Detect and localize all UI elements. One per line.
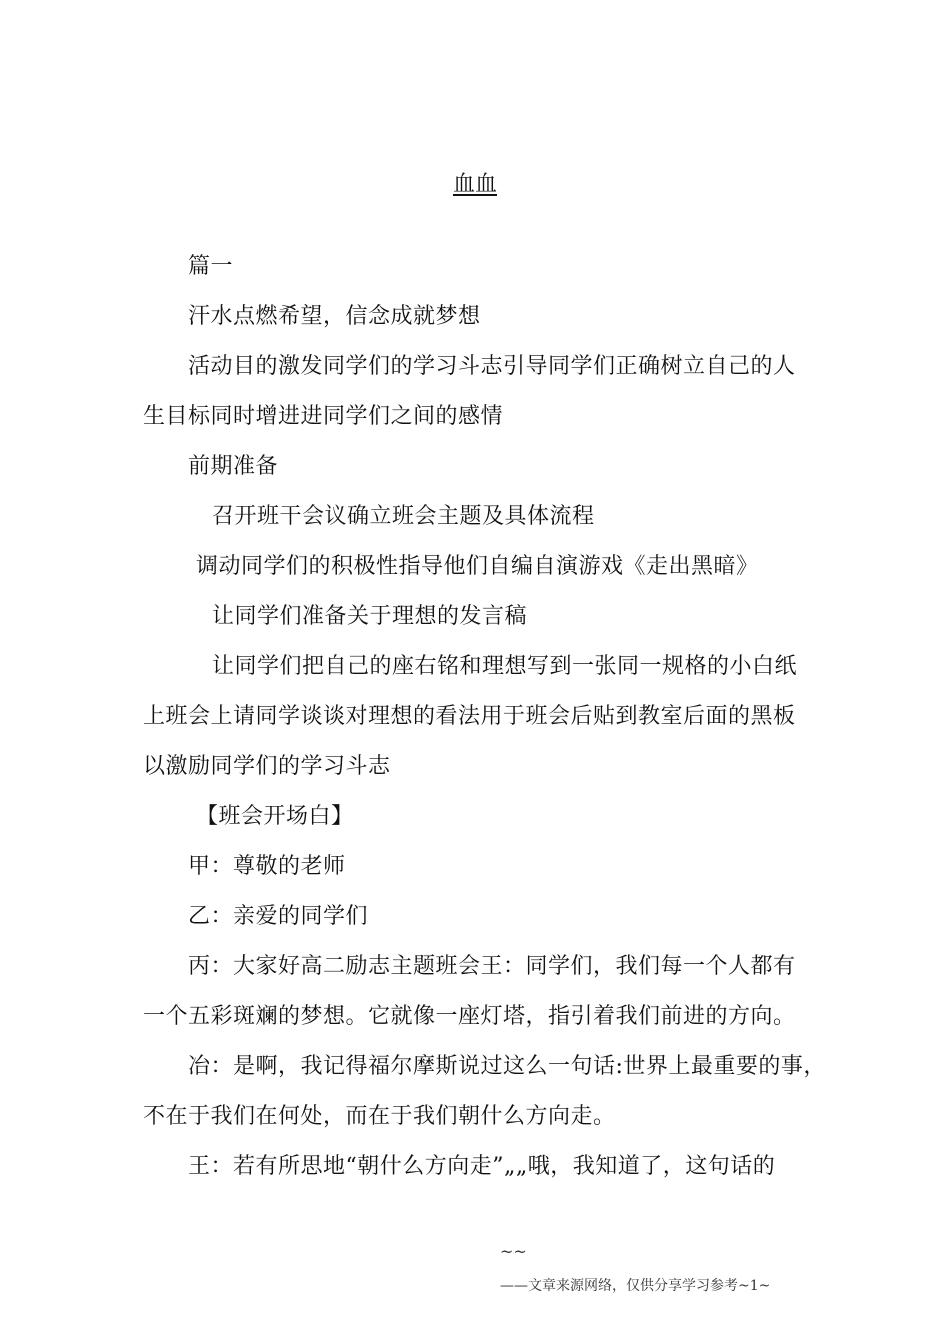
paragraph-line: 活动目的激发同学们的学习斗志引导同学们正确树立自己的人 xyxy=(188,354,796,379)
dialogue-line: 冶：是啊，我记得福尔摩斯说过这么一句话:世界上最重要的事， xyxy=(188,1054,826,1079)
footer-source-note: ——文章来源网络，仅供分享学习参考~1~ xyxy=(500,1278,771,1294)
theme-line: 汗水点燃希望，信念成就梦想 xyxy=(188,304,481,329)
list-item: 调动同学们的积极性指导他们自编自演游戏《走出黑暗》 xyxy=(196,554,759,579)
document-title: 血血 xyxy=(452,172,497,197)
dialogue-line: 王：若有所思地“朝什么方向走”„„哦，我知道了，这句话的 xyxy=(188,1154,776,1179)
section-heading: 篇一 xyxy=(188,254,234,279)
paragraph-line: 上班会上请同学谈谈对理想的看法用于班会后贴到教室后面的黑板 xyxy=(143,704,796,729)
list-item: 让同学们把自己的座右铭和理想写到一张同一规格的小白纸 xyxy=(212,654,798,679)
paragraph-line: 一个五彩斑斓的梦想。它就像一座灯塔，指引着我们前进的方向。 xyxy=(143,1004,796,1029)
paragraph-line: 不在于我们在何处，而在于我们朝什么方向走。 xyxy=(143,1104,616,1129)
subheading-line: 前期准备 xyxy=(188,454,279,479)
list-item: 让同学们准备关于理想的发言稿 xyxy=(212,604,528,629)
section-label: 【班会开场白】 xyxy=(196,804,354,829)
list-item: 召开班干会议确立班会主题及具体流程 xyxy=(212,504,595,529)
dialogue-line: 丙：大家好高二励志主题班会王：同学们，我们每一个人都有 xyxy=(188,954,796,979)
footer-tilde: ~~ xyxy=(500,1242,527,1261)
dialogue-line: 甲：尊敬的老师 xyxy=(188,854,346,879)
paragraph-line: 生目标同时增进进同学们之间的感情 xyxy=(143,404,504,429)
dialogue-line: 乙：亲爱的同学们 xyxy=(188,904,369,929)
paragraph-line: 以激励同学们的学习斗志 xyxy=(143,754,391,779)
